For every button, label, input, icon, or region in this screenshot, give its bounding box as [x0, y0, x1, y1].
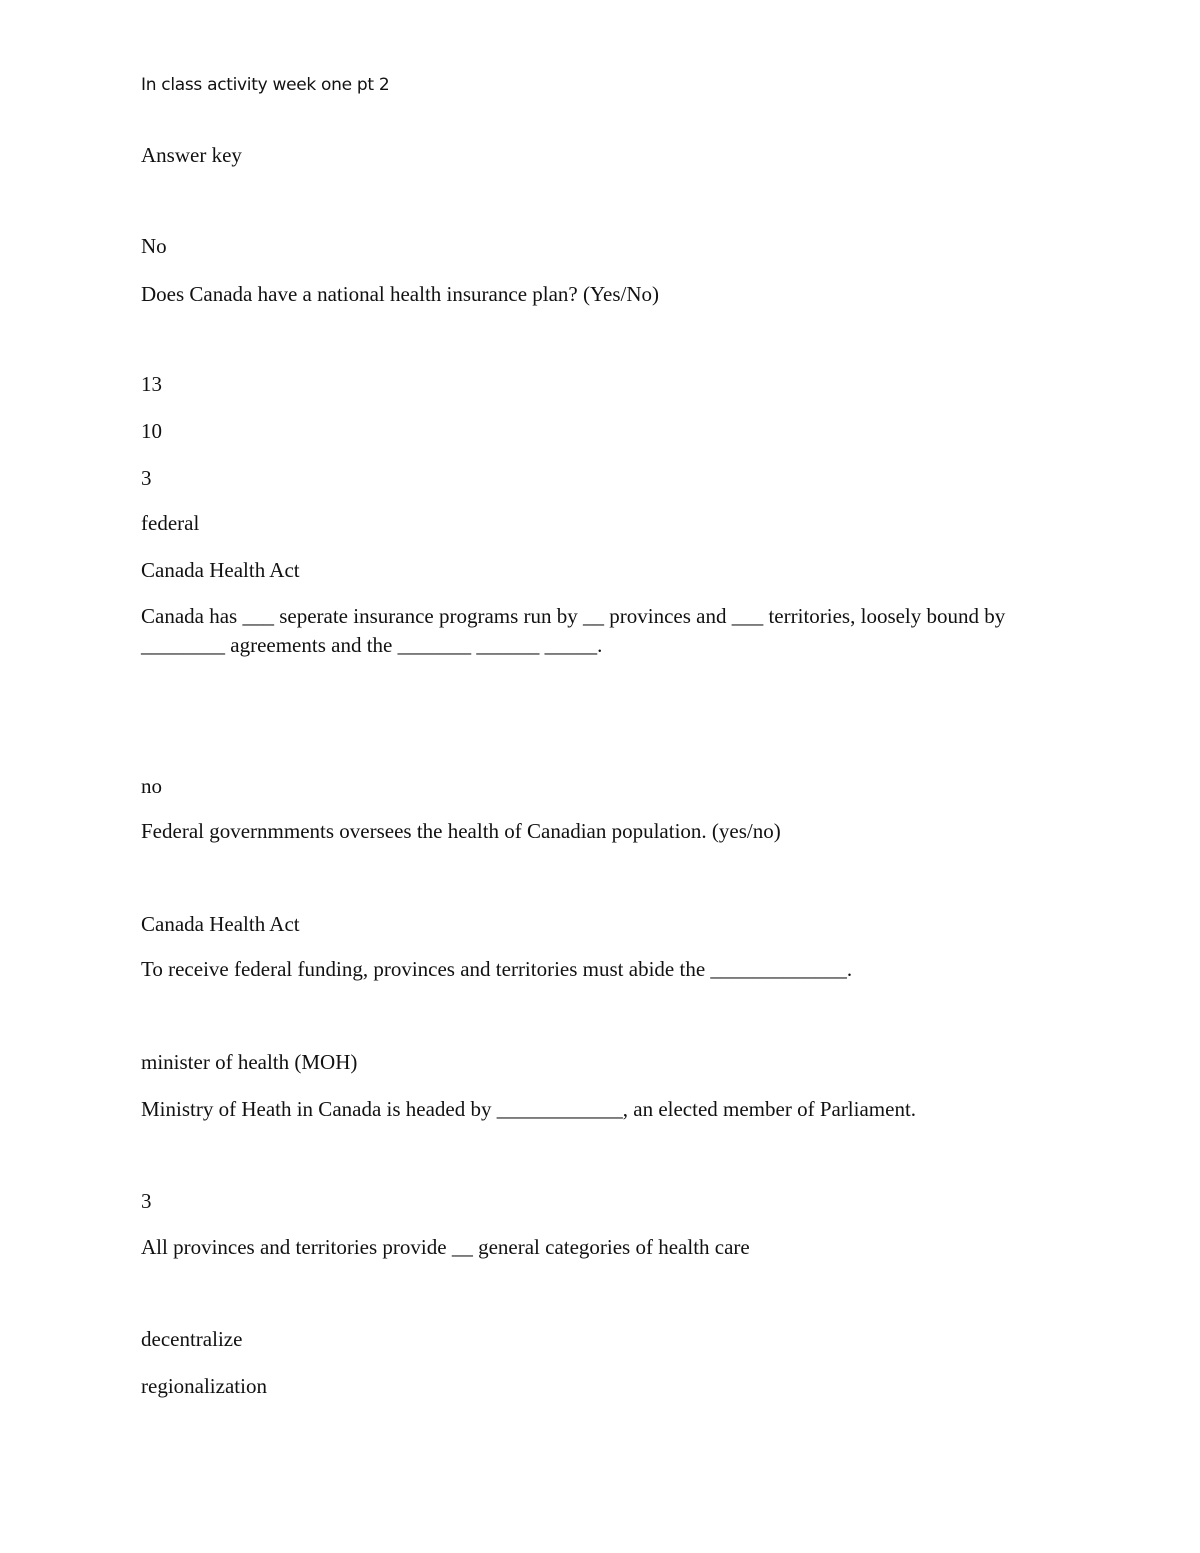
answer-1: No [141, 234, 167, 258]
answer-7b: regionalization [141, 1374, 267, 1398]
question-2: Canada has ___ seperate insurance programs run by __ provinces and ___ territories, loosely bound by ________ agreements and the _______ ______ _____. [141, 604, 1006, 657]
answer-2b: 10 [141, 419, 162, 443]
question-3: Federal governmments oversees the health of Canadian population. (yes/no) [141, 819, 781, 843]
answer-7a: decentralize [141, 1327, 243, 1351]
answer-2c: 3 [141, 466, 152, 490]
answer-2e: Canada Health Act [141, 558, 300, 582]
document-title: Answer key [141, 143, 242, 167]
question-5: Ministry of Heath in Canada is headed by ____________, an elected member of Parliament. [141, 1097, 917, 1121]
answer-4: Canada Health Act [141, 912, 300, 936]
question-4: To receive federal funding, provinces and territories must abide the _____________. [141, 957, 853, 981]
document-header: In class activity week one pt 2 [141, 75, 390, 95]
answer-3: no [141, 774, 162, 798]
answer-6: 3 [141, 1189, 152, 1213]
answer-5: minister of health (MOH) [141, 1050, 358, 1074]
answer-2d: federal [141, 511, 200, 535]
answer-2a: 13 [141, 372, 162, 396]
question-6: All provinces and territories provide __ general categories of health care [141, 1235, 750, 1259]
question-1: Does Canada have a national health insurance plan? (Yes/No) [141, 282, 660, 306]
